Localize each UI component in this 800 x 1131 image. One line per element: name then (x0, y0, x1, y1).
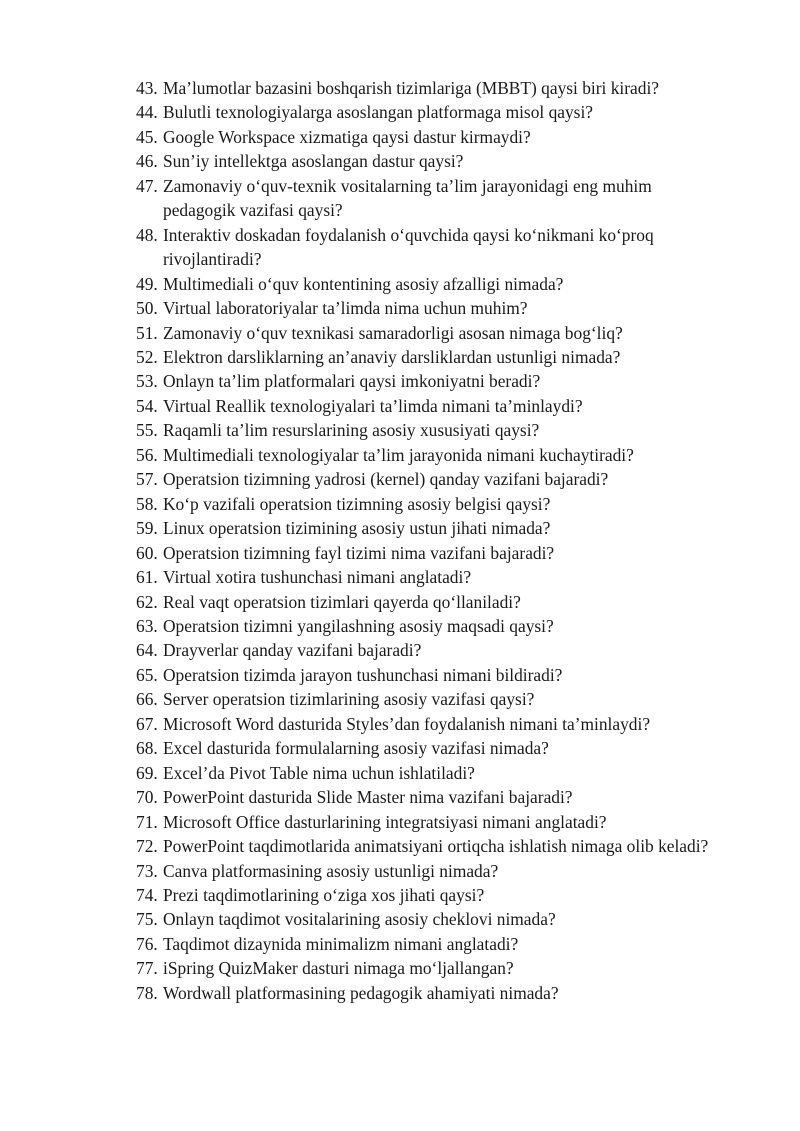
question-number: 51. (136, 322, 158, 343)
question-text: PowerPoint taqdimotlarida animatsiyani ortiqcha ishlatish nimaga olib keladi? (163, 836, 709, 857)
question-text: Microsoft Word dasturida Styles’dan foydalanish nimani ta’minlaydi? (163, 713, 651, 734)
list-item (136, 418, 726, 442)
question-number: 76. (136, 933, 158, 954)
question-number: 45. (136, 126, 158, 147)
question-number: 70. (136, 787, 158, 808)
question-number: 59. (136, 518, 158, 539)
list-item (136, 467, 726, 491)
list-item (136, 687, 726, 711)
question-text: Operatsion tizimning yadrosi (kernel) qanday vazifani bajaradi? (163, 469, 609, 490)
question-text: Onlayn ta’lim platformalari qaysi imkoniyatni beradi? (163, 371, 541, 392)
list-item (136, 492, 726, 516)
list-item (136, 883, 726, 907)
list-item (136, 834, 726, 858)
question-text: Google Workspace xizmatiga qaysi dastur kirmaydi? (163, 126, 531, 147)
question-number: 78. (136, 982, 158, 1003)
question-text: Wordwall platformasining pedagogik ahamiyati nimada? (163, 982, 559, 1003)
list-item (136, 810, 726, 834)
question-number: 56. (136, 444, 158, 465)
question-number: 47. (136, 175, 158, 196)
question-text: Server operatsion tizimlarining asosiy vazifasi qaysi? (163, 689, 535, 710)
list-item (136, 638, 726, 662)
list-item (136, 712, 726, 736)
question-number: 50. (136, 298, 158, 319)
list-item (136, 174, 726, 223)
list-item (136, 614, 726, 638)
list-item (136, 125, 726, 149)
list-item (136, 981, 726, 1005)
question-number: 71. (136, 811, 158, 832)
question-text: Zamonaviy o‘quv-texnik vositalarning ta’lim jarayonidagi eng muhim pedagogik vazifasi qaysi? (163, 175, 652, 221)
question-text: Ko‘p vazifali operatsion tizimning asosiy belgisi qaysi? (163, 493, 551, 514)
question-list (136, 76, 726, 1005)
question-text: Microsoft Office dasturlarining integratsiyasi nimani anglatadi? (163, 811, 607, 832)
question-number: 66. (136, 689, 158, 710)
question-number: 72. (136, 836, 158, 857)
question-text: Excel’da Pivot Table nima uchun ishlatiladi? (163, 762, 475, 783)
question-number: 73. (136, 860, 158, 881)
question-number: 54. (136, 395, 158, 416)
list-item (136, 394, 726, 418)
list-item (136, 663, 726, 687)
list-item (136, 932, 726, 956)
question-text: Multimediali o‘quv kontentining asosiy afzalligi nimada? (163, 273, 564, 294)
list-item (136, 761, 726, 785)
list-item (136, 296, 726, 320)
question-number: 60. (136, 542, 158, 563)
question-text: Bulutli texnologiyalarga asoslangan platformaga misol qaysi? (163, 102, 594, 123)
question-text: Interaktiv doskadan foydalanish o‘quvchida qaysi ko‘nikmani ko‘proq rivojlantiradi? (163, 224, 654, 270)
list-item (136, 369, 726, 393)
question-number: 53. (136, 371, 158, 392)
question-number: 58. (136, 493, 158, 514)
question-text: Sun’iy intellektga asoslangan dastur qaysi? (163, 151, 464, 172)
list-item (136, 785, 726, 809)
question-number: 67. (136, 713, 158, 734)
question-text: Raqamli ta’lim resurslarining asosiy xususiyati qaysi? (163, 420, 540, 441)
question-text: Multimediali texnologiyalar ta’lim jarayonida nimani kuchaytiradi? (163, 444, 634, 465)
list-item (136, 956, 726, 980)
question-text: Ma’lumotlar bazasini boshqarish tizimlariga (MBBT) qaysi biri kiradi? (163, 78, 659, 98)
question-text: Onlayn taqdimot vositalarining asosiy cheklovi nimada? (163, 909, 556, 930)
question-number: 44. (136, 102, 158, 123)
question-text: Taqdimot dizaynida minimalizm nimani anglatadi? (163, 933, 519, 954)
question-number: 55. (136, 420, 158, 441)
list-item (136, 565, 726, 589)
question-text: iSpring QuizMaker dasturi nimaga mo‘ljallangan? (163, 958, 514, 979)
question-number: 65. (136, 664, 158, 685)
question-number: 68. (136, 738, 158, 759)
question-text: Linux operatsion tizimining asosiy ustun jihati nimada? (163, 518, 551, 539)
question-number: 75. (136, 909, 158, 930)
question-text: Canva platformasining asosiy ustunligi nimada? (163, 860, 499, 881)
question-number: 61. (136, 567, 158, 588)
question-text: Virtual xotira tushunchasi nimani anglatadi? (163, 567, 472, 588)
question-text: Zamonaviy o‘quv texnikasi samaradorligi asosan nimaga bog‘liq? (163, 322, 623, 343)
question-text: Operatsion tizimning fayl tizimi nima vazifani bajaradi? (163, 542, 555, 563)
list-item (136, 223, 726, 272)
question-number: 43. (136, 78, 158, 98)
question-number: 52. (136, 346, 158, 367)
question-number: 49. (136, 273, 158, 294)
question-text: PowerPoint dasturida Slide Master nima vazifani bajaradi? (163, 787, 573, 808)
question-number: 48. (136, 224, 158, 245)
question-text: Virtual Reallik texnologiyalari ta’limda nimani ta’minlaydi? (163, 395, 583, 416)
list-item (136, 100, 726, 124)
question-number: 46. (136, 151, 158, 172)
question-text: Operatsion tizimni yangilashning asosiy maqsadi qaysi? (163, 615, 554, 636)
question-number: 69. (136, 762, 158, 783)
question-number: 57. (136, 469, 158, 490)
question-text: Excel dasturida formulalarning asosiy vazifasi nimada? (163, 738, 549, 759)
question-number: 63. (136, 615, 158, 636)
question-number: 62. (136, 591, 158, 612)
question-text: Prezi taqdimotlarining o‘ziga xos jihati qaysi? (163, 884, 485, 905)
list-item (136, 516, 726, 540)
list-item (136, 590, 726, 614)
list-item (136, 736, 726, 760)
question-text: Real vaqt operatsion tizimlari qayerda qo‘llaniladi? (163, 591, 521, 612)
list-item (136, 345, 726, 369)
question-number: 74. (136, 884, 158, 905)
list-item (136, 541, 726, 565)
question-text: Virtual laboratoriyalar ta’limda nima uchun muhim? (163, 298, 528, 319)
list-item (136, 907, 726, 931)
list-item (136, 321, 726, 345)
list-item (136, 272, 726, 296)
question-text: Drayverlar qanday vazifani bajaradi? (163, 640, 422, 661)
list-item (136, 859, 726, 883)
question-number: 64. (136, 640, 158, 661)
list-item (136, 149, 726, 173)
list-item (136, 76, 726, 100)
question-text: Operatsion tizimda jarayon tushunchasi nimani bildiradi? (163, 664, 563, 685)
question-text: Elektron darsliklarning an’anaviy darsliklardan ustunligi nimada? (163, 346, 621, 367)
list-item (136, 443, 726, 467)
question-number: 77. (136, 958, 158, 979)
